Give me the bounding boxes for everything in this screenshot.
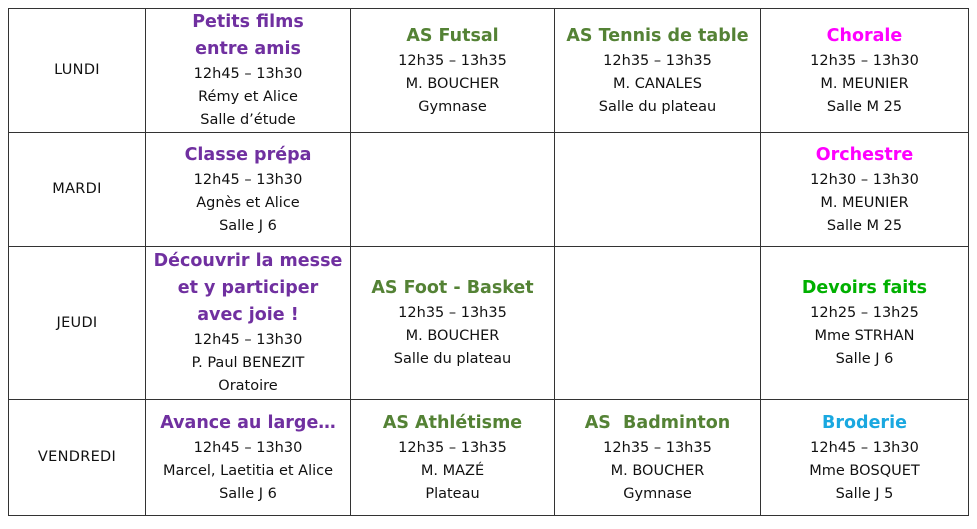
- activity-leader: M. BOUCHER: [610, 462, 705, 479]
- activity-title: Broderie: [822, 412, 907, 433]
- activity-cell: [146, 247, 351, 400]
- activity-cell: [555, 9, 761, 133]
- activity-room: Salle J 6: [219, 217, 277, 234]
- activity-title: Orchestre: [815, 144, 914, 165]
- activity-title: Petits films: [192, 12, 304, 32]
- activity-time: 12h45 – 13h30: [810, 439, 919, 456]
- activity-cell: [351, 247, 555, 400]
- activity-cell: [351, 400, 555, 516]
- activity-title: Découvrir la messe: [153, 251, 343, 271]
- activity-title: avec joie !: [197, 305, 299, 325]
- activity-room: Salle M 25: [826, 217, 903, 234]
- activity-room: Salle J 6: [835, 351, 894, 367]
- activity-title: Devoirs faits: [801, 278, 928, 298]
- empty-cell: [555, 133, 761, 247]
- activity-leader: M. MEUNIER: [820, 75, 909, 92]
- activity-leader: Mme STRHAN: [814, 328, 915, 344]
- activity-time: 12h45 – 13h30: [193, 332, 303, 348]
- activity-leader: Rémy et Alice: [198, 89, 298, 105]
- activity-room: Plateau: [425, 485, 480, 502]
- activity-title: Avance au large…: [160, 412, 336, 433]
- activity-cell: [761, 247, 969, 400]
- activity-room: Salle J 5: [835, 485, 894, 502]
- activity-room: Salle J 6: [219, 485, 277, 502]
- activity-time: 12h35 – 13h35: [398, 52, 507, 69]
- activity-room: Gymnase: [623, 485, 692, 502]
- activity-cell: [146, 9, 351, 133]
- activity-leader: Marcel, Laetitia et Alice: [162, 462, 334, 479]
- activity-cell: [146, 133, 351, 247]
- activity-leader: M. MAZÉ: [420, 462, 485, 479]
- activity-leader: M. MEUNIER: [820, 194, 909, 211]
- activity-room: Salle du plateau: [598, 98, 717, 115]
- activity-time: 12h35 – 13h35: [398, 305, 507, 321]
- activity-title: AS Athlétisme: [382, 412, 523, 433]
- table-row: [9, 400, 969, 516]
- activity-leader: Agnès et Alice: [196, 194, 300, 211]
- activity-leader: M. CANALES: [613, 75, 702, 92]
- activity-leader: Mme BOSQUET: [809, 462, 920, 479]
- activity-room: Salle du plateau: [393, 351, 512, 367]
- activity-title: AS Futsal: [406, 25, 499, 46]
- activity-room: Salle M 25: [826, 98, 903, 115]
- activity-time: 12h25 – 13h25: [810, 305, 919, 321]
- day-label: MARDI: [9, 133, 146, 247]
- activity-cell: [351, 9, 555, 133]
- activity-room: Salle d’étude: [200, 112, 296, 128]
- empty-cell: [555, 247, 761, 400]
- activity-title: AS Tennis de table: [566, 25, 749, 46]
- activity-time: 12h30 – 13h30: [810, 171, 919, 188]
- activity-time: 12h35 – 13h35: [603, 52, 712, 69]
- activity-cell: [761, 400, 969, 516]
- activity-cell: [761, 9, 969, 133]
- activity-title: entre amis: [195, 39, 301, 59]
- activity-leader: P. Paul BENEZIT: [191, 355, 305, 371]
- activity-title: et y participer: [177, 278, 319, 298]
- activity-title: AS Badminton: [584, 412, 731, 433]
- activity-leader: M. BOUCHER: [405, 328, 500, 344]
- activity-time: 12h45 – 13h30: [193, 439, 303, 456]
- activity-time: 12h45 – 13h30: [193, 66, 303, 82]
- table-row: [9, 247, 969, 400]
- day-label: JEUDI: [9, 247, 146, 400]
- activity-title: Chorale: [826, 25, 903, 46]
- activity-title: Classe prépa: [184, 144, 312, 165]
- activity-leader: M. BOUCHER: [405, 75, 500, 92]
- activity-room: Gymnase: [418, 98, 487, 115]
- activity-time: 12h45 – 13h30: [193, 171, 303, 188]
- day-label: VENDREDI: [9, 400, 146, 516]
- activity-schedule-table: [8, 8, 969, 516]
- activity-cell: [555, 400, 761, 516]
- activity-title: AS Foot - Basket: [371, 278, 534, 298]
- activity-time: 12h35 – 13h35: [603, 439, 712, 456]
- activity-time: 12h35 – 13h30: [810, 52, 919, 69]
- activity-time: 12h35 – 13h35: [398, 439, 507, 456]
- activity-cell: [761, 133, 969, 247]
- activity-room: Oratoire: [218, 378, 278, 394]
- empty-cell: [351, 133, 555, 247]
- table-row: [9, 9, 969, 133]
- day-label: LUNDI: [9, 9, 146, 133]
- activity-cell: [146, 400, 351, 516]
- table-row: [9, 133, 969, 247]
